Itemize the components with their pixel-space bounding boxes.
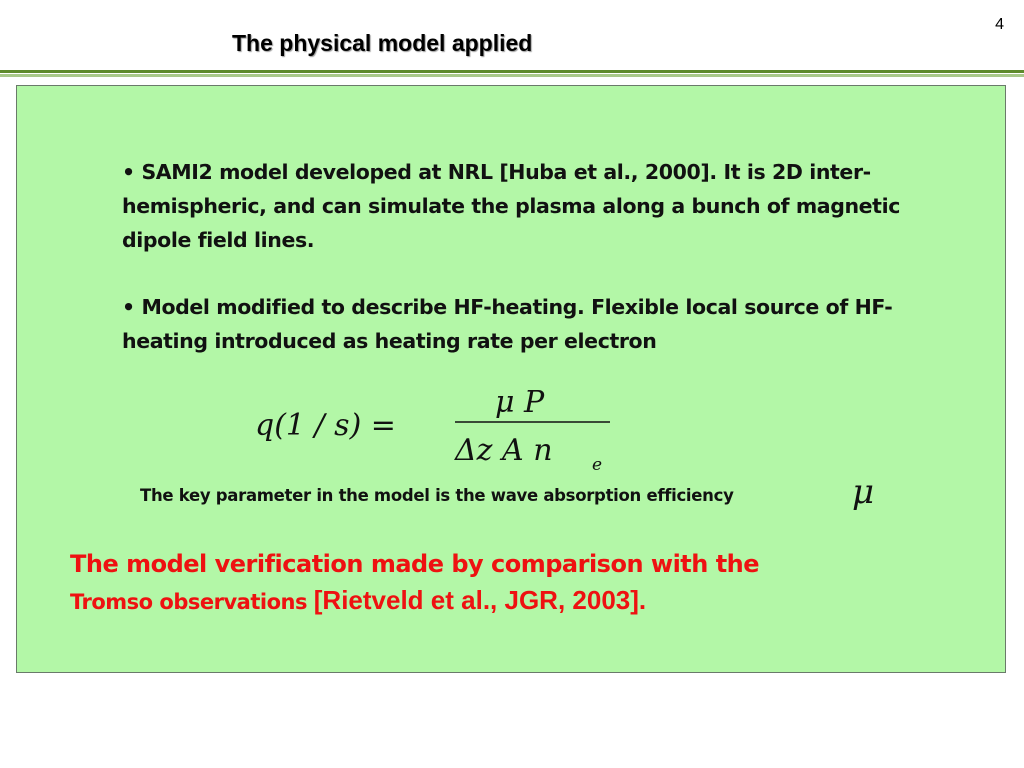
verification-note <box>70 546 970 620</box>
formula-subscript: e <box>592 455 603 475</box>
key-parameter-text: The key parameter in the model is the wave absorption efficiency <box>140 486 734 505</box>
bullet-hf-heating: • Model modified to describe HF-heating. Flexible local source of HF-heating introduced as heating rate per electron <box>122 295 893 353</box>
mu-symbol: μ <box>852 472 875 512</box>
title-rule-light <box>0 74 1024 77</box>
verification-prefix: Tromso observations <box>70 590 314 614</box>
page-number: 4 <box>995 16 1004 33</box>
verification-line-2 <box>70 582 970 620</box>
title-rule-dark <box>0 70 1024 73</box>
formula-lhs: q(1 / s) = <box>255 408 396 443</box>
slide-title: The physical model applied <box>232 30 533 56</box>
formula-denominator: Δz A n <box>455 433 553 468</box>
verification-reference: [Rietveld et al., JGR, 2003]. <box>313 585 647 615</box>
formula-numerator: μ P <box>495 385 545 420</box>
bullet-sami2: • SAMI2 model developed at NRL [Huba et al., 2000]. It is 2D inter-hemispheric, and can simulate the plasma along a bunch of magnetic dipole field lines. <box>122 160 900 252</box>
verification-line-1: The model verification made by comparison with the <box>70 550 760 578</box>
heating-rate-formula <box>250 380 630 475</box>
